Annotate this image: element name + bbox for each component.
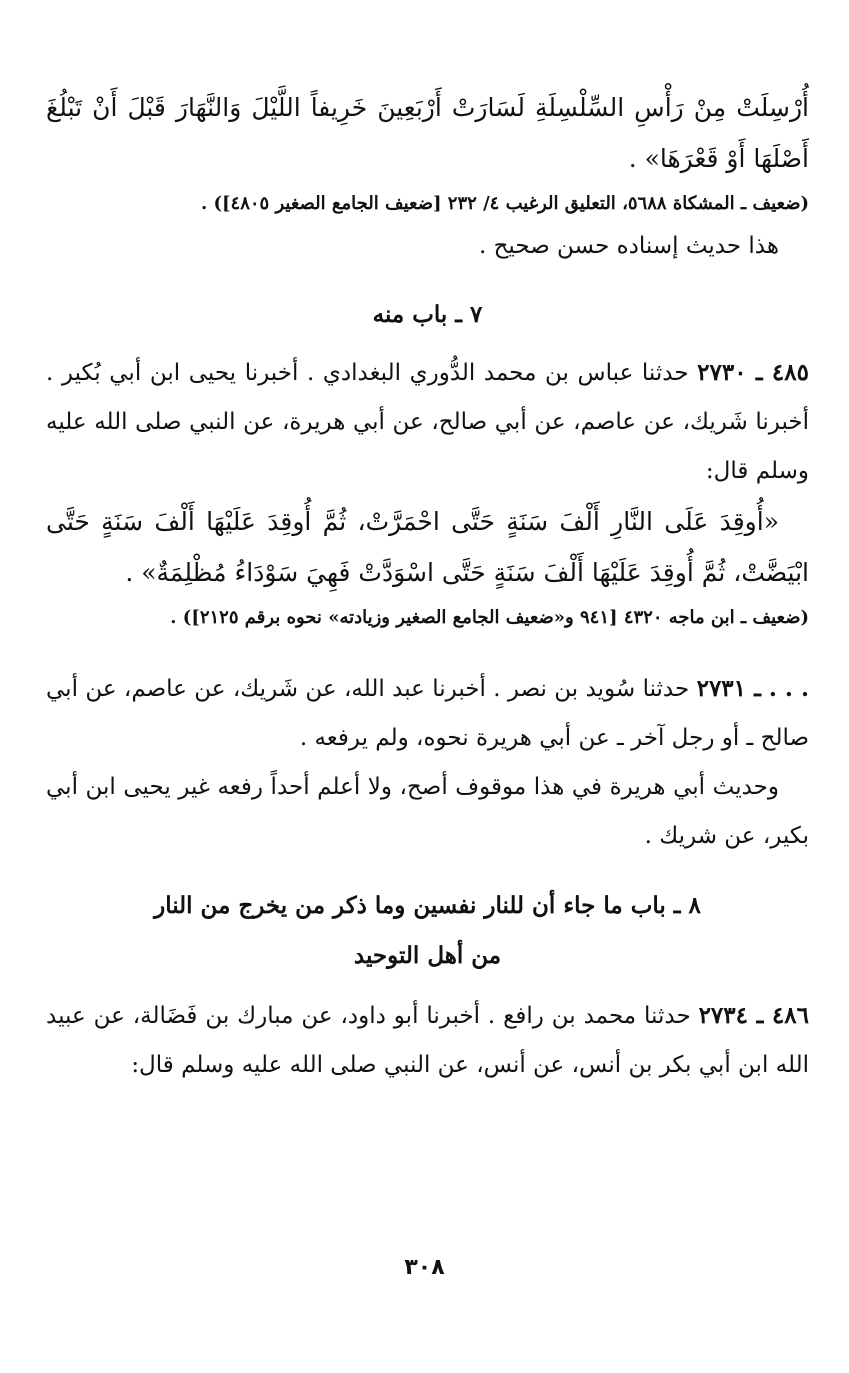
section-heading-block	[46, 881, 809, 981]
page-number: ٣٠٨	[404, 1255, 445, 1280]
hadith-paragraph	[46, 664, 809, 763]
grading-note: (ضعيف ـ ابن ماجه ٤٣٢٠ [٩٤١ و«ضعيف الجامع الصغير وزيادته» نحوه برقم ٢١٢٥]) .	[170, 607, 809, 628]
document-page	[46, 82, 809, 1333]
grading-note: (ضعيف ـ المشكاة ٥٦٨٨، التعليق الرغيب ٤/ ٢٣٢ [ضعيف الجامع الصغير ٤٨٠٥]) .	[200, 193, 809, 214]
hadith-continuation-text: أُرْسِلَتْ مِنْ رَأْسِ السِّلْسِلَةِ لَسَارَتْ أَرْبَعِينَ خَرِيفاً اللَّيْلَ وَالنَّهَارَ قَبْلَ أَنْ تَبْلُغَ أَصْلَهَا أَوْ قَعْرَهَا» .	[46, 93, 809, 173]
hadith-number: ٤٨٥ ـ ٢٧٣٠	[697, 359, 809, 386]
author-comment: وحديث أبي هريرة في هذا موقوف أصح، ولا أعلم أحداً رفعه غير يحيى ابن أبي بكير، عن شريك .	[46, 774, 809, 849]
hadith-paragraph	[46, 991, 809, 1090]
isnad-comment: هذا حديث إسناده حسن صحيح .	[478, 233, 779, 259]
section-heading: ٧ ـ باب منه	[372, 301, 483, 328]
section-heading-line1: ٨ ـ باب ما جاء أن للنار نفسين وما ذكر من يخرج من النار	[154, 892, 701, 919]
hadith-number: . . . ـ ٢٧٣١	[696, 675, 810, 702]
section-heading-line2: من أهل التوحيد	[353, 942, 502, 969]
hadith-matn: «أُوقِدَ عَلَى النَّارِ أَلْفَ سَنَةٍ حَتَّى احْمَرَّتْ، ثُمَّ أُوقِدَ عَلَيْهَا أَلْفَ سَنَةٍ حَتَّى ابْيَضَّتْ، ثُمَّ أُوقِدَ عَلَيْهَا أَلْفَ سَنَةٍ حَتَّى اسْوَدَّتْ فَهِيَ سَوْدَاءُ مُظْلِمَةٌ» .	[46, 507, 809, 587]
hadith-number: ٤٨٦ ـ ٢٧٣٤	[698, 1002, 809, 1029]
hadith-isnad: حدثنا سُويد بن نصر . أخبرنا عبد الله، عن شَريك، عن عاصم، عن أبي صالح ـ أو رجل آخر ـ عن أبي هريرة نحوه، ولم يرفعه .	[46, 676, 809, 751]
hadith-paragraph	[46, 348, 809, 496]
hadith-isnad: حدثنا محمد بن رافع . أخبرنا أبو داود، عن مبارك بن فَضَالة، عن عبيد الله ابن أبي بكر بن أنس، عن أنس، عن النبي صلى الله عليه وسلم قال:	[46, 1003, 809, 1078]
hadith-isnad: حدثنا عباس بن محمد الدُّوري البغدادي . أخبرنا يحيى ابن أبي بُكير . أخبرنا شَريك، عن عاصم، عن أبي صالح، عن أبي هريرة، عن النبي صلى الله عليه وسلم قال:	[46, 360, 809, 484]
